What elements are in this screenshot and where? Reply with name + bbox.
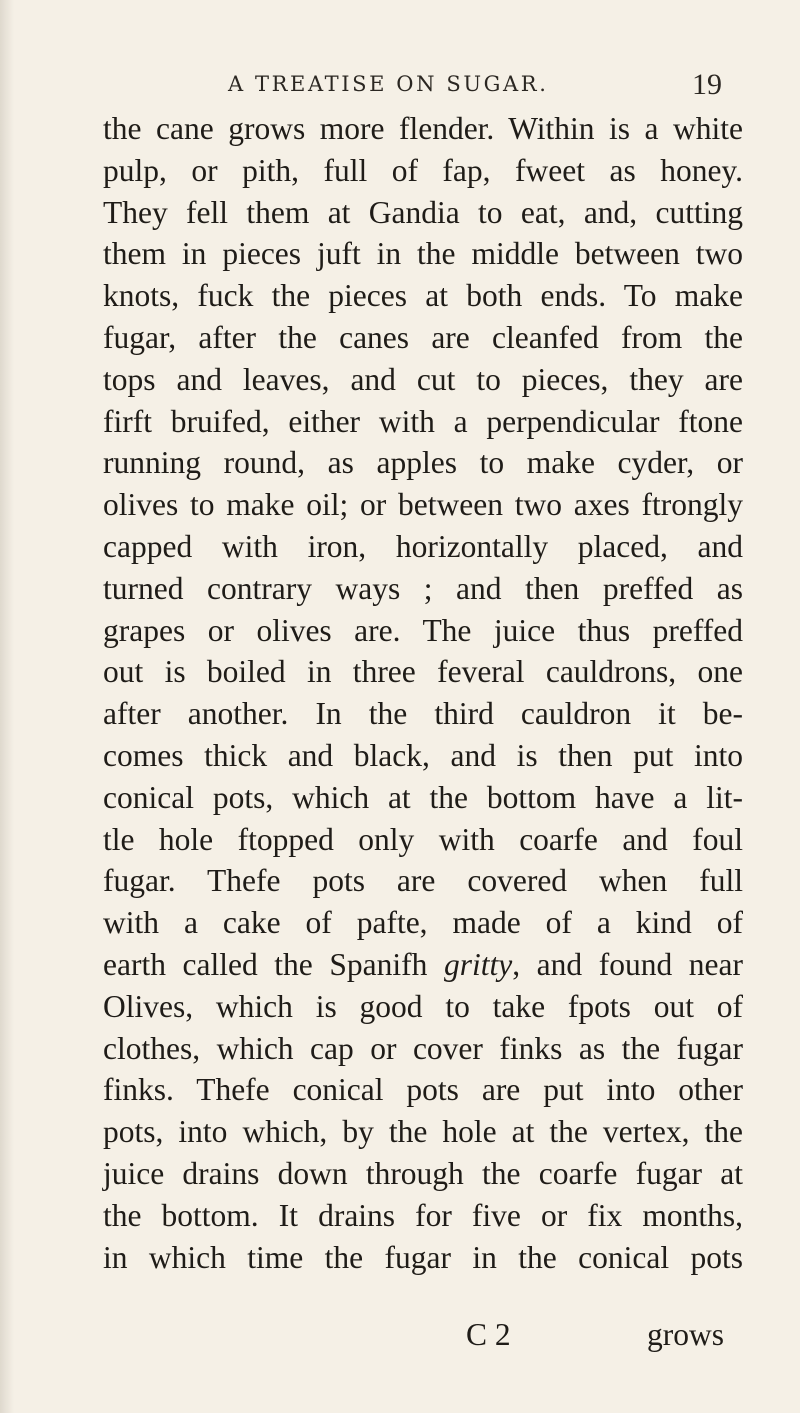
text-line-content: knots, fuck the pieces at both ends. To make — [103, 278, 743, 314]
text-line — [103, 610, 743, 652]
text-line — [103, 860, 743, 902]
text-line — [103, 568, 743, 610]
text-line — [103, 819, 743, 861]
text-line-content: tops and leaves, and cut to pieces, they are — [103, 361, 743, 397]
text-line — [103, 1028, 743, 1070]
text-line-content: pulp, or pith, full of fap, fweet as honey. — [103, 152, 743, 188]
catchword: grows — [647, 1317, 724, 1352]
text-line-continuation: , and found near — [512, 946, 743, 982]
text-line — [103, 1237, 743, 1279]
text-line-content: comes thick and black, and is then put into — [103, 737, 743, 773]
running-head-title: A TREATISE ON SUGAR. — [228, 72, 549, 96]
text-line-content: finks. Thefe conical pots are put into other — [103, 1072, 743, 1108]
text-line-content: the bottom. It drains for five or fix months, — [103, 1197, 743, 1233]
text-line-content: out is boiled in three feveral cauldrons, one — [103, 654, 743, 690]
text-line-content: conical pots, which at the bottom have a lit- — [103, 779, 743, 815]
text-line — [103, 192, 743, 234]
text-line — [103, 359, 743, 401]
text-line-content: earth called the Spanifh — [103, 946, 444, 982]
text-line — [103, 1153, 743, 1195]
footer-row — [103, 1317, 743, 1359]
text-line-content: tle hole ftopped only with coarfe and foul — [103, 821, 743, 857]
text-line-content: them in pieces juft in the middle between two — [103, 236, 743, 272]
text-line — [103, 150, 743, 192]
body-text — [103, 108, 743, 1278]
text-line — [103, 233, 743, 275]
text-line — [103, 108, 743, 150]
text-line-content: turned contrary ways ; and then preffed as — [103, 570, 743, 606]
text-line — [103, 777, 743, 819]
text-line — [103, 1195, 743, 1237]
text-line — [103, 693, 743, 735]
text-line-content: They fell them at Gandia to eat, and, cutting — [103, 194, 743, 230]
text-line-content: pots, into which, by the hole at the vertex, the — [103, 1114, 743, 1150]
text-line — [103, 442, 743, 484]
text-line-content: fugar, after the canes are cleanfed from the — [103, 319, 743, 355]
text-line-content: firft bruifed, either with a perpendicular ftone — [103, 403, 743, 439]
text-line-content: in which time the fugar in the conical pots — [103, 1239, 743, 1275]
text-line — [103, 651, 743, 693]
text-line — [103, 735, 743, 777]
text-line — [103, 484, 743, 526]
text-line-content: after another. In the third cauldron it be- — [103, 696, 743, 732]
page-gutter-shadow — [0, 0, 14, 1413]
text-line-content: juice drains down through the coarfe fugar at — [103, 1155, 743, 1191]
signature-mark: C 2 — [466, 1317, 511, 1352]
text-line — [103, 401, 743, 443]
text-line-content: capped with iron, horizontally placed, and — [103, 528, 743, 564]
text-line — [103, 317, 743, 359]
text-line — [103, 986, 743, 1028]
text-line-content: olives to make oil; or between two axes ftrongly — [103, 487, 743, 523]
text-line-content: running round, as apples to make cyder, or — [103, 445, 743, 481]
text-line-content: with a cake of pafte, made of a kind of — [103, 905, 743, 941]
text-line-content: clothes, which cap or cover finks as the fugar — [103, 1030, 743, 1066]
text-line — [103, 902, 743, 944]
text-line — [103, 526, 743, 568]
italic-word: gritty — [443, 946, 513, 982]
text-line — [103, 1111, 743, 1153]
text-line — [103, 944, 743, 986]
text-line-content: the cane grows more flender. Within is a white — [103, 111, 743, 146]
text-line-content: fugar. Thefe pots are covered when full — [103, 863, 743, 899]
text-line — [103, 275, 743, 317]
text-line-content: grapes or olives are. The juice thus preffed — [103, 612, 743, 648]
text-line — [103, 1069, 743, 1111]
text-line-content: Olives, which is good to take fpots out of — [103, 988, 743, 1024]
page-number: 19 — [692, 68, 722, 101]
